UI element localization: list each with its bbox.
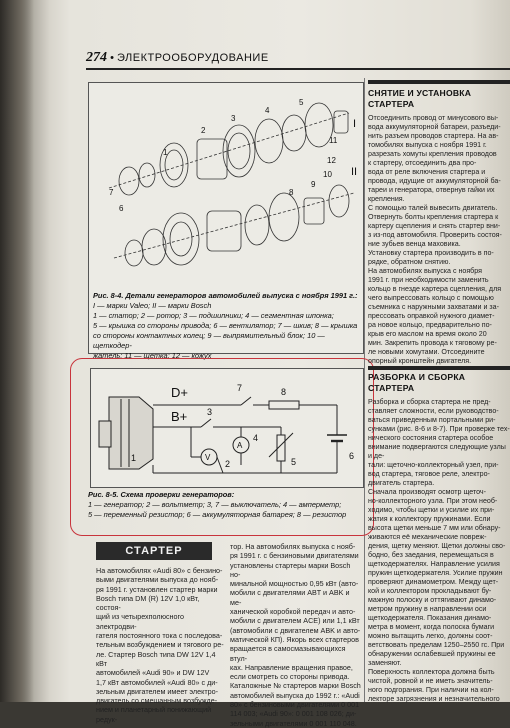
callout-4: 4 [253,433,259,443]
callout-2: 2 [225,459,231,469]
callout-3: 3 [207,407,213,417]
callout-2: 2 [201,126,206,135]
caption-line: со стороны контактных колец; 9 — выпрямительный блок; 10 — щеткодер- [93,331,325,350]
section-title: ЭЛЕКТРООБОРУДОВАНИЕ [116,52,269,64]
section-heading-removal [368,88,471,110]
voltmeter-symbol: V [205,453,211,462]
callout-12: 12 [327,156,336,165]
figure-8-4-caption [93,291,359,361]
starter-text-col1: На автомобилях «Audi 80» с бензино- выми двигателями выпуска до нояб- ря 1991 г. установлен стартер марки Bosch типа DM (R) 12V 1,0 кВт, состоя- щий из четырехполюсного электродви- гателя постоянного тока с последова- тельным возбуждением и тягового ре- ле. Стартер Bosch типа DW 12V 1,4 кВт автомобилей «Audi 90» и DW 12V 1,7 кВт автомобилей «Audi 80» с ди- зельным двигателем имеет электро- двигатель со смешанным возбужде- нием и планетарный понижающий редук- [96,566,224,724]
caption-line: I — марки Valeo; II — марки Bosch [93,301,212,310]
heading-line: СНЯТИЕ И УСТАНОВКА [368,88,472,98]
page-binding-shadow [0,0,34,702]
heading-line: СТАРТЕРА [368,99,415,109]
figure-8-5 [90,368,364,488]
terminal-b-plus: B+ [171,409,188,424]
callout-6: 6 [349,451,355,461]
callout-1: 1 [163,148,168,157]
generator-test-circuit [91,369,363,487]
starter-text-col2: тор. На автомобилях выпуска с нояб- ря 1991 г. с бензиновыми двигателями установлены стартеры марки Bosch но- минальной мощностью 0,95 кВт (авто- мобили с двигателями ABT и ABK и ме- ханической коробкой передач и авто- мобили с двигателем ACE) или 1,1 кВт (автомобили с двигателем ABK и авто- матической КП). Якорь всех стартеров вращается в самосмазывающихся втул- ках. Направление вращения правое, если смотреть со стороны привода. Каталожные № стартеров марки Bosch автомобилей выпуска до 1992 г.: «Audi 80» с бензиновыми двигателями 0 001 114 003; «Audi 90»: 0 001 108 026; ди- зельными двигателями 0 001 110 048. [230,542,361,728]
callout-3: 3 [231,114,236,123]
callout-9: 9 [311,180,316,189]
ammeter-symbol: A [237,441,243,450]
header-rule [86,68,510,70]
terminal-d-plus: D+ [171,385,188,400]
callout-11: 11 [329,136,338,145]
callout-1: 1 [131,453,137,463]
caption-line: 5 — переменный резистор; 6 — аккумуляторная батарея; 8 — резистор [88,510,347,519]
callout-8: 8 [289,188,294,197]
section-bar [368,80,510,84]
callout-6: 6 [119,204,124,213]
callout-II: II [351,166,358,178]
caption-line: 1 — статор; 2 — ротор; 3 — подшипники; 4 — сегментная шпонка; [93,311,334,320]
caption-line: 1 — генератор; 2 — вольтметр; 3, 7 — выключатель; 4 — амперметр; [88,500,342,509]
caption-line: 5 — крышка со стороны привода; 6 — вентилятор; 7 — шкив; 8 — крышка [93,321,358,330]
figure-8-4 [88,82,364,360]
page-header [86,50,510,70]
figure-8-5-caption [88,490,368,520]
section-bar [368,366,510,370]
callout-7: 7 [109,188,114,197]
figure-8-5-caption-title: Рис. 8-5. Схема проверки генераторов: [88,490,235,499]
callout-4: 4 [265,106,270,115]
heading-line: РАЗБОРКА И СБОРКА [368,372,466,382]
callout-5: 5 [299,98,304,107]
header-bullet: • [110,52,114,64]
heading-line: СТАРТЕРА [368,383,415,393]
page-number: 274 [86,50,107,65]
section-heading-disassembly [368,372,465,394]
starter-banner: СТАРТЕР [96,542,212,560]
generator-exploded-drawing [89,83,363,293]
section-text-removal: Отсоединить провод от минусового вы- вода аккумуляторной батареи, разъеди- нить разъем проводов стартера. На ав- томобилях выпуска с ноября 1991 г. разрезать хомуты крепления проводов к стартеру, отсоединить два про- вода от реле включения стартера и провода, идущие от аккумуляторной ба- тареи и генератора, отвернув гайки их крепления. С помощью талей вывесить двигатель. Отвернуть болты крепления стартера к картеру сцепления и снять стартер вни- з из-под автомобиля. Проверить состоя- ние зубьев венца маховика. Установку стартера производить в по- рядке, обратном снятию. На автомобилях выпуска с ноября 1991 г. при необходимости заменить кольцо в гнезде картера сцепления, для чего выпрессовать кольцо с помощью съемника с наружными захватами и за- прессовать оправкой нужного диамет- ра новое кольцо, предварительно по- крыв его маслом на время около 20 мин. Закрепить провода к тяговому ре- ле новыми хомутами. Отсоедините опорный кронштейн двигателя. [368,114,502,365]
callout-I: I [353,118,357,130]
section-text-disassembly: Разборка и сборка стартера не пред- ставляет сложности, если руководство- ваться приведенным портальными ри- сунками (рис. 8-6 и 8-7). При проверке тех- нического состояния стартера особое внимание подвергаются следующие узлы и де- тали: щеточно-коллекторный узел, при- вод стартера, тяговое реле, электро- двигатель стартера. Сначала производят осмотр щеточ- но-коллекторного узла. При этом необ- ходимо, чтобы щетки и усилие их при- жатия к коллектору пружинами. Если высота щетки меньше 7 мм или обнару- живаются её механические повреж- дения, щетку меняют. Щетки должны сво- бодно, без заедания, перемещаться в щеткодержателях. Направление усилия пружин щеткодержателя. Усилие пружин проверяют динамометром. Между щет- кой и коллектором прокладывают бу- мажную полоску и оттягивают динамо- метром пружину в направлении оси щеткодержателя. Показания динамо- метра в момент, когда полоска бумаги можно вытащить легко, должны соот- ветствовать пределам 1250–2550 гс. При обнаружении ослабевшей пружины ее заменяют. Поверхность коллектора должна быть чистой, ровной и не иметь значитель- ного подгорания. При наличии на кол- лекторе загрязнения и незначительного [368,398,510,703]
figure-8-4-caption-title: Рис. 8-4. Детали генераторов автомобилей выпуска с ноября 1991 г.: [93,291,358,300]
caption-line: жатель; 11 — щетка; 12 — кожух [93,351,212,360]
callout-10: 10 [323,170,332,179]
callout-8: 8 [281,387,287,397]
callout-5: 5 [291,457,297,467]
callout-7: 7 [237,383,243,393]
